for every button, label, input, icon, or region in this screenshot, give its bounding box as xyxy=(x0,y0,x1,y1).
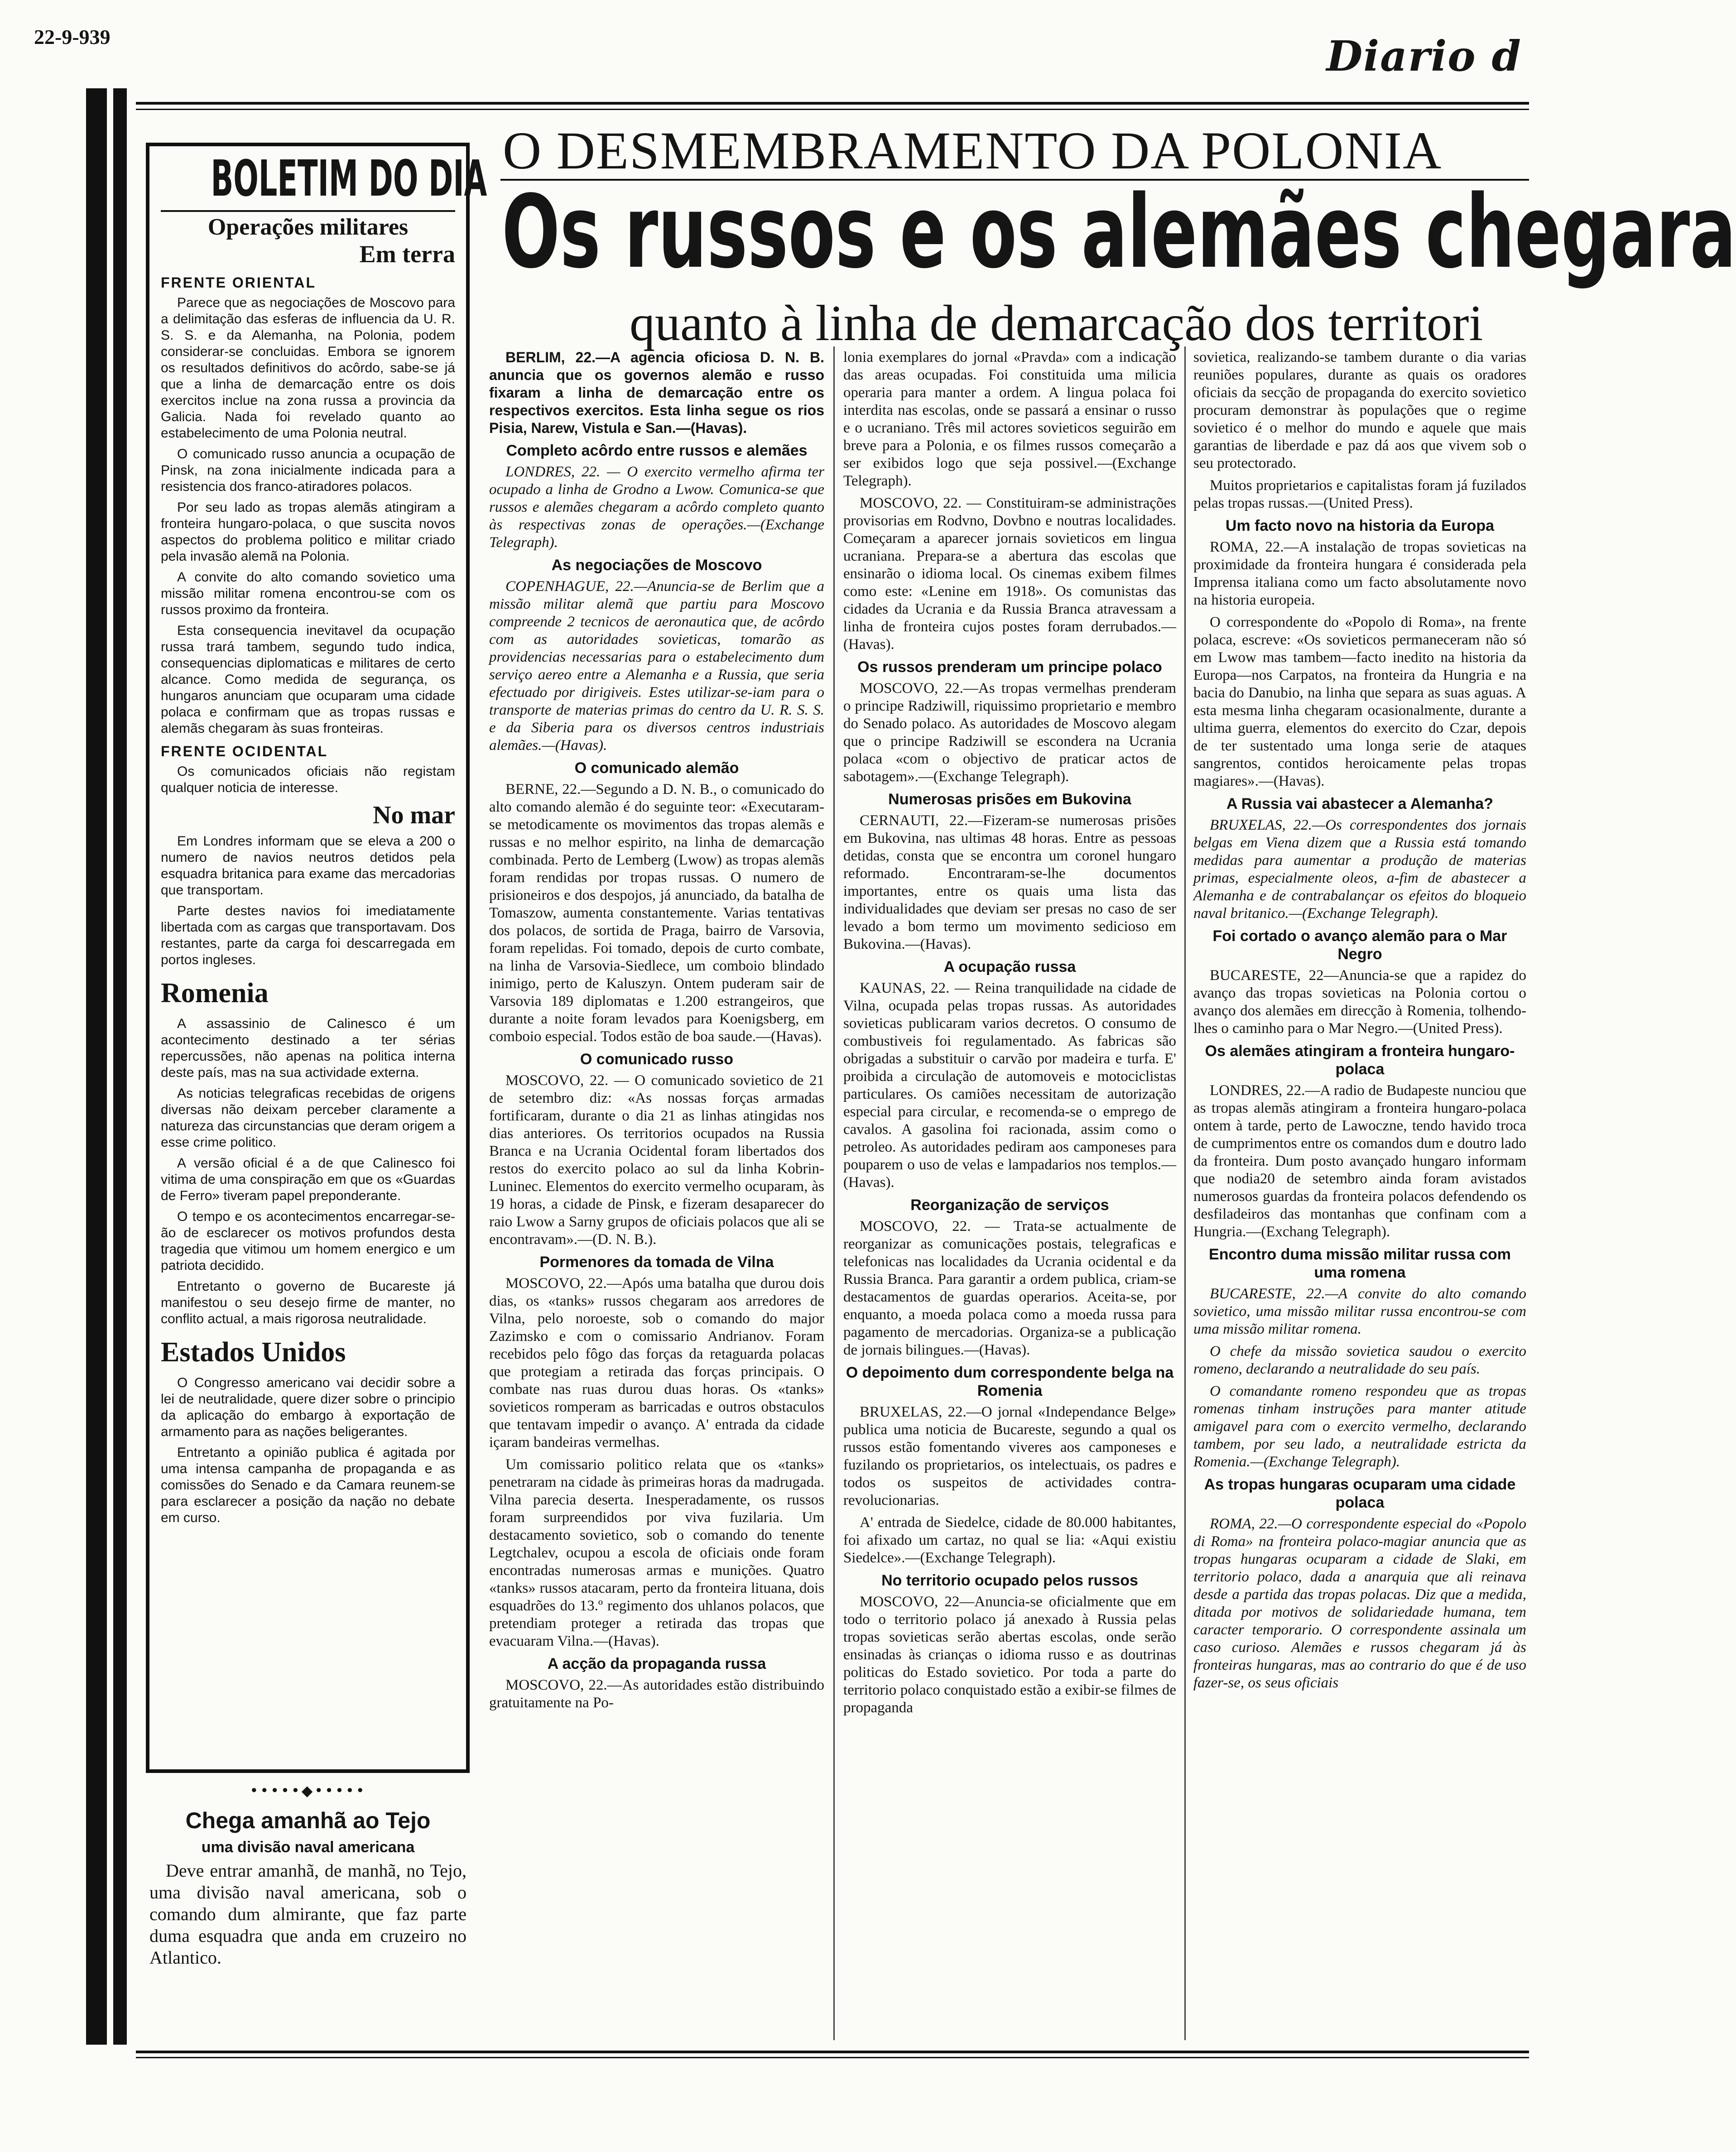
col3-t5: BUCARESTE, 22.—A convite do alto comando sovietico, uma missão militar russa encontrou-se com uma missão militar romena. xyxy=(1193,1286,1526,1337)
col3-t1: ROMA, 22.—A instalação de tropas sovieticas na proximidade da fronteira hungara é considerada pela Imprensa italiana como um facto absolutamente novo na historia europeia. xyxy=(1193,539,1526,608)
col3-t2: BRUXELAS, 22.—Os correspondentes dos jornais belgas em Viena dizem que a Russia está tomando medidas para aumentar a produção de materias primas, especialmente oleos, a-fim de abastecer a Alemanha e de contrabalançar os efeitos do bloqueio naval britanico.—(Exchange Telegraph). xyxy=(1193,817,1526,922)
top-rule-2 xyxy=(136,109,1529,110)
separator-2 xyxy=(1184,346,1186,2040)
boletim-terra-heading: Em terra xyxy=(359,240,455,268)
news-column-2 xyxy=(843,349,1176,2042)
left-border-bar xyxy=(86,88,127,2045)
col2-h3: Numerosas prisões em Bukovina xyxy=(888,791,1131,808)
col1-h1: Completo acôrdo entre russos e alemães xyxy=(506,442,808,459)
col1-t1: LONDRES, 22. — O exercito vermelho afirma ter ocupado a linha de Grodno a Lwow. Comunica-se que russos e alemães chegaram a acôrdo completo quanto às respectivas zonas de operações.—(Exchange Telegraph). xyxy=(489,464,824,551)
col3-t0: sovietica, realizando-se tambem durante o dia varias reuniões populares, durante as quais os oradores oficiais da secção de propaganda do exercito sovietico procuram demonstrar às populações que o regime sovietico é o melhor do mundo e aquele que mais garantias de liberdade e paz dá aos que vivem sob o seu protectorado. xyxy=(1193,349,1526,471)
col1-h2: As negociações de Moscovo xyxy=(551,557,762,574)
boletim-p15: Entretanto a opinião publica é agitada por uma intensa campanha de propaganda e as comissões do Senado e da Camara reunem-se para esclarecer a posição da nação no debate em curso. xyxy=(161,1445,455,1525)
col2-t0: lonia exemplares do jornal «Pravda» com a indicação das areas ocupadas. Foi constituida uma milicia operaria para manter a ordem. A lingua polaca foi interdita nas escolas, onde se passará a ensinar o russo e o ucraniano. Três mil actores sovieticos seguirão em breve para a Polonia, e os filmes russos começarão a ser exibidos logo que seja possivel.—(Exchange Telegraph). xyxy=(843,349,1176,489)
tejo-subtitle: uma divisão naval americana xyxy=(201,1839,415,1856)
col1-t5b: Um comissario politico relata que os «tanks» penetraram na cidade às primeiras horas da madrugada. Vilna parecia deserta. Inesperadamente, os russos foram surpreendidos por viva fuzilaria. Um destacamento sovietico, sob o comando do tenente Legtchalev, ocupou a escola de oficiais onde foram encontradas numerosas armas e munições. Quatro «tanks» russos atacaram, perto da fronteira lituana, dois esquadrões do 13.º regimento dos uhlanos polacos, que pretendiam proteger a retirada das tropas que evacuaram Vilna.—(Havas). xyxy=(489,1456,824,1649)
col1-h4: O comunicado russo xyxy=(580,1051,734,1068)
col2-t7: MOSCOVO, 22—Anuncia-se oficialmente que em todo o territorio polaco já anexado à Russia pelas tropas sovieticas serão abertas escolas, onde serão ensinadas às crianças o idioma russo e as doutrinas politicas do Estado sovietico. Por toda a parte do territorio polaco conquistado estão a exibir-se filmes de propaganda xyxy=(843,1594,1176,1716)
col3-h3: Foi cortado o avanço alemão para o Mar Negro xyxy=(1212,927,1507,963)
tejo-body: Deve entrar amanhã, de manhã, no Tejo, uma divisão naval americana, sob o comando dum almirante, que faz parte duma esquadra que anda em cruzeiro no Atlantico. xyxy=(149,1860,466,1968)
page-date: 22-9-939 xyxy=(34,25,111,48)
boletim-p9: A assassinio de Calinesco é um acontecimento destinado a ter sérias repercussões, não apenas na politica interna deste país, mas na sua actividade externa. xyxy=(161,1016,455,1080)
label-frente-oriental: FRENTE ORIENTAL xyxy=(161,274,317,291)
col2-t2: MOSCOVO, 22.—As tropas vermelhas prenderam o principe Radziwill, riquissimo proprietario e membro do Senado polaco. As autoridades de Moscovo alegam que o principe Radziwill se escondera na Ucrania polaca «com o objectivo de praticar actos de sabotagem».—(Exchange Telegraph). xyxy=(843,680,1176,785)
boletim-ops-heading: Operações militares xyxy=(207,214,409,240)
separator-1 xyxy=(833,346,835,2040)
col1-t3: BERNE, 22.—Segundo a D. N. B., o comunicado do alto comando alemão é do seguinte teor: «Executaram-se metodicamente os movimentos das tropas alemãs e russas e no melhor espirito, na linha de demarcação combinada. Perto de Lemberg (Lwow) as tropas alemãs foram rendidas por tropas russas. O numero de prisioneiros e dos despojos, já anunciado, da batalha de Tomaszow, aumenta constantemente. Varias tentativas dos polacos, de sortida de Praga, bairro de Varsovia, foram repelidas. Foi tomado, depois de curto combate, na linha de Varsovia-Siedlece, um comboio blindado inimigo, perto de Kaluszyn. Ontem puderam sair de Varsovia 189 diplomatas e 1.200 estrangeiros, que durante a noite foram levados para Koenigsberg, em comboio especial. Todos estão de boa saude.—(Havas). xyxy=(489,781,824,1045)
col3-t3: BUCARESTE, 22—Anuncia-se que a rapidez do avanço das tropas sovieticas na Polonia cortou o avanço dos alemães em direcção à Romenia, tolhendo-lhes o caminho para o Mar Negro.—(United Press). xyxy=(1193,967,1526,1037)
col1-t4: MOSCOVO, 22. — O comunicado sovietico de 21 de setembro diz: «As nossas forças armadas fortificaram, durante o dia 21 as linhas atingidas nos dias anteriores. Os territorios ocupados na Russia Branca e na Ucrania Ocidental foram libertados dos restos do exercito polaco ao sul da linha Kobrin-Luninec. Elementos do exercito vermelho ocuparam, às 19 horas, a cidade de Pinsk, e fizeram desaparecer do raio Lwow a Sarny grupos de oficiais polacos que ali se encontravam».—(D. N. B.). xyxy=(489,1072,824,1248)
boletim-title-rule xyxy=(161,210,455,212)
headline-main: Os russos e os alemães chegara xyxy=(502,174,1736,291)
col1-t5: MOSCOVO, 22.—Após uma batalha que durou dois dias, os «tanks» russos chegaram aos arredores de Vilna, pelo noroeste, sob o comando do major Zazimsko e com o comissario Andrianov. Foram recebidos pelo fôgo das forças da retaguarda polacas que protegiam a retirada das forças principais. O combate nas ruas durou duas horas. Os «tanks» sovieticos romperam as barricadas e outros obstaculos que tentavam impedir o avanço. A' entrada da cidade içaram bandeiras vermelhas. xyxy=(489,1275,824,1451)
col2-h6: O depoimento dum correspondente belga na Romenia xyxy=(846,1364,1174,1399)
col2-h7: No territorio ocupado pelos russos xyxy=(881,1572,1138,1589)
col1-h3: O comunicado alemão xyxy=(574,759,739,777)
col1-t2: COPENHAGUE, 22.—Anuncia-se de Berlim que a missão militar alemã que partiu para Moscovo compreende 2 tecnicos de aeronautica que, de acôrdo com as autoridades sovieticas, tomarão as providencias necessarias para o estabelecimento dum serviço aereo entre a Alemanha e a Russia, que seria efectuado por dirigiveis. Estes utilizar-se-iam para o transporte de materias primas do centro da U. R. S. S. e da Siberia para os diversos centros industriais alemães.—(Havas). xyxy=(489,578,824,754)
col3-h6: As tropas hungaras ocuparam uma cidade polaca xyxy=(1204,1476,1516,1511)
bottom-rule xyxy=(136,2051,1529,2053)
col1-h5: Pormenores da tomada de Vilna xyxy=(539,1254,774,1271)
tejo-ornament: •••••◆••••• xyxy=(250,1782,366,1799)
col3-t6: ROMA, 22.—O correspondente especial do «Popolo di Roma» na fronteira polaco-magiar anuncia que as tropas hungaras ocuparam a cidade de Slaki, em territorio polaco, dada a anarquia que ali reinava desde a partida das tropas polacas. Diz que a medida, ditada por motivos de solidariedade humana, tem caracter temporario. O correspondente assinala um caso curioso. Alemães e russos chegaram já às fronteiras hungaras, mas ao contrario do que é de uso fazer-se, os seus oficiais xyxy=(1193,1516,1526,1691)
boletim-column xyxy=(161,149,487,1762)
col2-t6: BRUXELAS, 22.—O jornal «Independance Belge» publica uma noticia de Bucareste, segundo a qual os russos estão fomentando viveres aos camponeses e fuzilando os proprietarios, os intelectuais, os padres e todos os suspeitos de actividades contra-revolucionarias. xyxy=(843,1404,1176,1508)
top-rule xyxy=(136,102,1529,105)
boletim-p13: Entretanto o governo de Bucareste já manifestou o seu desejo firme de manter, no conflito actual, a mais rigorosa neutralidade. xyxy=(161,1279,455,1326)
boletim-mar-heading: No mar xyxy=(373,801,455,829)
col2-t1: MOSCOVO, 22. — Constituiram-se administrações provisorias em Rodvno, Dovbno e noutras localidades. Começaram a aparecer jornais sovieticos em lingua ucraniana. Prepara-se a abertura das escolas que ensinarão o idioma local. Os cinemas exibem filmes como este: «Lenine em 1918». Os comunistas das cidades da Ucrania e da Russia Branca atravessam a linha de fronteira cujos postes foram derrubados.—(Havas). xyxy=(843,495,1176,653)
boletim-p4: A convite do alto comando sovietico uma missão militar romena encontrou-se com os russos proximo da fronteira. xyxy=(161,570,455,617)
label-frente-ocidental: FRENTE OCIDENTAL xyxy=(161,743,328,759)
col3-h4: Os alemães atingiram a fronteira hungaro-polaca xyxy=(1205,1042,1515,1078)
tejo-title: Chega amanhã ao Tejo xyxy=(185,1808,431,1833)
boletim-p2: O comunicado russo anuncia a ocupação de Pinsk, na zona inicialmente indicada para a resistencia dos franco-atiradores polacos. xyxy=(161,447,455,494)
boletim-p11: A versão oficial é a de que Calinesco foi vitima de uma conspiração em que os «Guardas de Ferro» tiveram papel preponderante. xyxy=(161,1156,455,1203)
col3-t1b: O correspondente do «Popolo di Roma», na frente polaca, escreve: «Os sovieticos permaneceram não só em Lwow mas tambem—facto inedito na historia da Europa—nos Carpatos, na fronteira da Hungria e na bacia do Danubio, na linha que separa as suas aguas. A esta mesma linha chegaram ocasionalmente, durante a ultima guerra, elementos do exercito do Czar, depois de ter sustentado uma longa serie de ataques sangrentos, contidos heroicamente pelas tropas magiares».—(Havas). xyxy=(1193,614,1526,789)
col2-t5: MOSCOVO, 22. — Trata-se actualmente de reorganizar as comunicações postais, telegraficas e telefonicas nas localidades da Ucrania ocidental e da Russia Branca. Para garantir a ordem publica, criam-se destacamentos de guardas operarios. Aceita-se, por enquanto, a moeda polaca como a moeda russa para pagamento de mercadorias. Organiza-se a publicação de jornais bilingues.—(Havas). xyxy=(843,1218,1176,1358)
col2-t3: CERNAUTI, 22.—Fizeram-se numerosas prisões em Bukovina, nas ultimas 48 horas. Entre as pessoas detidas, consta que se encontra um coronel hungaro reformado. Encontraram-se-lhe documentos importantes, entre os quais uma lista das individualidades que deviam ser presas no caso de ser levado a bom termo um movimento sedicioso em Bukovina.—(Havas). xyxy=(843,812,1176,952)
col1-h6: A acção da propaganda russa xyxy=(547,1655,766,1672)
col1-t6: MOSCOVO, 22.—As autoridades estão distribuindo gratuitamente na Po- xyxy=(489,1677,824,1711)
col2-h4: A ocupação russa xyxy=(943,958,1076,975)
boletim-p6: Os comunicados oficiais não registam qualquer noticia de interesse. xyxy=(161,764,455,795)
boletim-p5: Esta consequencia inevitavel da ocupação russa trará tambem, segundo tudo indica, consequencias diplomaticas e militares de certo alcance. Como medida de segurança, os hungaros anunciam que ocuparam uma cidade polaca e confirmam que as tropas russas e alemãs chegaram às suas fronteiras. xyxy=(161,623,455,736)
tejo-article xyxy=(149,1782,466,2036)
boletim-p12: O tempo e os acontecimentos encarregar-se-ão de esclarecer os motivos profundos desta tragedia que vitimou um homem energico e um patriota decidido. xyxy=(161,1209,455,1273)
boletim-p14: O Congresso americano vai decidir sobre a lei de neutralidade, quere dizer sobre o principio da aplicação do embargo à exportação de armamento para as nações beligerantes. xyxy=(161,1375,455,1439)
headline-kicker: O DESMEMBRAMENTO DA POLONIA xyxy=(503,121,1443,180)
col3-h2: A Russia vai abastecer a Alemanha? xyxy=(1226,795,1493,812)
col1-lead: BERLIM, 22.—A agencia oficiosa D. N. B. anuncia que os governos alemão e russo fixaram a linha de demarcação entre os respectivos exercitos. Esta linha segue os rios Pisia, Narew, Vistula e San.—(Havas). xyxy=(489,349,824,436)
boletim-p10: As noticias telegraficas recebidas de origens diversas não deixam perceber claramente a natureza das circunstancias que deram origem a esse crime politico. xyxy=(161,1086,455,1150)
boletim-p1: Parece que as negociações de Moscovo para a delimitação das esferas de influencia da U. R. S. S. e da Alemanha, na Polonia, podem considerar-se concluidas. Embora se ignorem os resultados definitivos do acôrdo, sabe-se já que a linha de demarcação entre os dois exercitos inclue na zona russa a provincia da Galicia. Nada foi revelado quanto ao estabelecimento de uma Polonia neutral. xyxy=(161,295,455,441)
boletim-p7: Em Londres informam que se eleva a 200 o numero de navios neutros detidos pela esquadra britanica para exame das mercadorias que transportam. xyxy=(161,834,455,898)
boletim-eua-heading: Estados Unidos xyxy=(161,1337,346,1368)
col2-h5: Reorganização de serviços xyxy=(910,1196,1109,1214)
col3-t5b: O chefe da missão sovietica saudou o exercito romeno, declarando a neutralidade do seu país. xyxy=(1193,1343,1526,1377)
col2-h2: Os russos prenderam um principe polaco xyxy=(857,658,1162,676)
bottom-rule-2 xyxy=(136,2057,1529,2058)
boletim-title: BOLETIM DO DIA xyxy=(211,149,487,207)
headline-sub: quanto à linha de demarcação dos territori xyxy=(630,295,1483,351)
news-column-1 xyxy=(489,349,824,2042)
col3-t4: LONDRES, 22.—A radio de Budapeste nunciou que as tropas alemãs atingiram a fronteira hungaro-polaca ontem à tarde, perto de Lawoczne, tendo havido troca de cumprimentos entre os comandos dum e doutro lado da fronteira. Dum posto avançado hungaro informam que nodia20 de setembro ainda foram avistados numerosos guardas da fronteira polacos defendendo os desfiladeiros das montanhas que confinam com a Hungria.—(Exchang Telegraph). xyxy=(1193,1082,1526,1240)
masthead: Diario d xyxy=(1326,32,1522,81)
boletim-p3: Por seu lado as tropas alemãs atingiram a fronteira hungaro-polaca, o que suscita novos aspectos do problema politico e militar criado pela invasão alemã na Polonia. xyxy=(161,500,455,564)
boletim-romenia-heading: Romenia xyxy=(161,978,269,1009)
col3-t0b: Muitos proprietarios e capitalistas foram já fuzilados pelas tropas russas.—(United Press). xyxy=(1193,477,1526,511)
col3-h1: Um facto novo na historia da Europa xyxy=(1225,517,1495,534)
col3-t5c: O comandante romeno respondeu que as tropas romenas tinham instruções para manter atitude amigavel para com o exercito vermelho, declarando tambem, por seu lado, a neutralidade estricta da Romenia.—(Exchange Telegraph). xyxy=(1193,1383,1526,1470)
boletim-p8: Parte destes navios foi imediatamente libertada com as cargas que transportavam. Dos restantes, parte da carga foi descarregada em portos ingleses. xyxy=(161,903,455,967)
col2-t4: KAUNAS, 22. — Reina tranquilidade na cidade de Vilna, ocupada pelas tropas russas. As autoridades sovieticas publicaram varios decretos. O consumo de combustiveis foi regulamentado. As fabricas são obrigadas a substituir o carvão por madeira e turfa. E' proibida a circulação de automoveis e motociclistas particulares. Os camiões necessitam de autorização especial para circular, e recomenda-se o emprego de cavalos. A gasolina foi racionada, assim como o petroleo. As autoridades pediram aos camponeses para pouparem o uso de velas e lampadarios nos templos.—(Havas). xyxy=(843,980,1176,1191)
col2-t6b: A' entrada de Siedelce, cidade de 80.000 habitantes, foi afixado um cartaz, no qual se lia: «Aqui existiu Siedelce».—(Exchange Telegraph). xyxy=(843,1514,1176,1566)
col3-h5: Encontro duma missão militar russa com uma romena xyxy=(1209,1246,1511,1281)
news-column-3 xyxy=(1193,349,1526,2042)
